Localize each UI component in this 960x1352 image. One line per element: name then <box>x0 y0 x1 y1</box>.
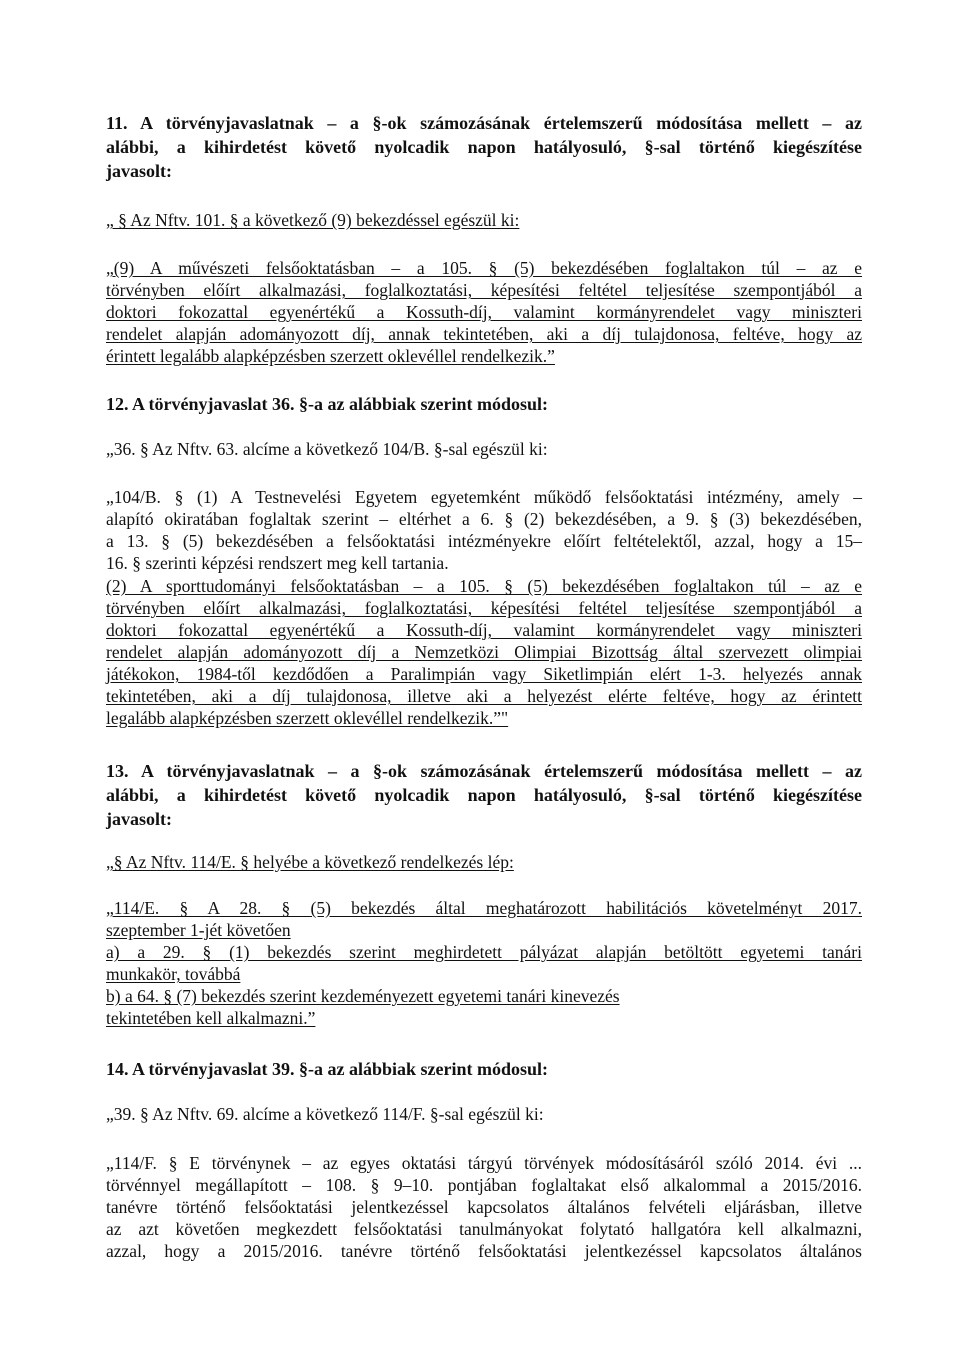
heading-line: 13. A törvényjavaslatnak – a §-ok számozásának értelemszerű módosítása mellett – az <box>106 761 862 781</box>
item-12-paragraph-2 <box>106 575 862 729</box>
intro-line: „36. § Az Nftv. 63. alcíme a következő 104/B. §-sal egészül ki: <box>106 439 548 459</box>
body-line: a 13. § (5) bekezdésében a felsőoktatási intézményekre előírt feltételektől, azzal, hogy a 15– <box>106 531 862 551</box>
body-line: érintett legalább alapképzésben szerzett oklevéllel rendelkezik.” <box>106 346 555 366</box>
intro-line: „§ Az Nftv. 114/E. § helyébe a következő rendelkezés lép: <box>106 852 514 872</box>
body-line: rendelet alapján adományozott díj a Nemzetközi Olimpiai Bizottság által szervezett olimpiai <box>106 642 862 662</box>
body-line: tanévre történő felsőoktatási jelentkezéssel kapcsolatos általános felvételi eljárásban, illetve <box>106 1197 862 1217</box>
body-line: legalább alapképzésben szerzett oklevéllel rendelkezik.”" <box>106 708 509 728</box>
body-line: az azt követően megkezdett felsőoktatási tanulmányokat folytató hallgatóra kell alkalmazni, <box>106 1219 862 1239</box>
heading-line: javasolt: <box>106 809 172 829</box>
item-13-heading <box>106 759 862 831</box>
body-line: tekintetében kell alkalmazni.” <box>106 1008 316 1028</box>
body-line: törvényben előírt alkalmazási, foglalkoztatási, képesítési feltétel teljesítése szempontjából a <box>106 280 862 300</box>
body-line: szeptember 1-jét követően <box>106 920 291 940</box>
item-12-intro <box>106 438 862 460</box>
body-line: „104/B. § (1) A Testnevelési Egyetem egyetemként működő felsőoktatási intézmény, amely – <box>106 487 862 507</box>
intro-line: „ § Az Nftv. 101. § a következő (9) bekezdéssel egészül ki: <box>106 210 520 230</box>
body-line: a) a 29. § (1) bekezdés szerint meghirdetett pályázat alapján betöltött egyetemi tanári <box>106 942 862 962</box>
body-line: doktori fokozattal egyenértékű a Kossuth-díj, valamint kormányrendelet vagy miniszteri <box>106 620 862 640</box>
body-line: törvényben előírt alkalmazási, foglalkoztatási, képesítési feltétel teljesítése szempontjából a <box>106 598 862 618</box>
heading-line: 12. A törvényjavaslat 36. §-a az alábbiak szerint módosul: <box>106 394 549 414</box>
item-12-paragraph-1 <box>106 486 862 574</box>
item-14-intro <box>106 1103 862 1125</box>
item-14-heading <box>106 1057 862 1081</box>
intro-line: „39. § Az Nftv. 69. alcíme a következő 114/F. §-sal egészül ki: <box>106 1104 544 1124</box>
body-line: törvénnyel megállapított – 108. § 9–10. pontjában foglaltakat első alkalommal a 2015/2016. <box>106 1175 862 1195</box>
body-line: 16. § szerinti képzési rendszert meg kell tartania. <box>106 553 449 573</box>
item-13-intro <box>106 851 862 873</box>
heading-line: javasolt: <box>106 161 172 181</box>
body-line: (2) A sporttudományi felsőoktatásban – a 105. § (5) bekezdésében foglaltakon túl – az e <box>106 576 862 596</box>
heading-line: alábbi, a kihirdetést követő nyolcadik napon hatályosuló, §-sal történő kiegészítése <box>106 137 862 157</box>
body-line: alapító okiratában foglaltak szerint – eltérhet a 6. § (2) bekezdésében, a 9. § (3) bekezdésében, <box>106 509 862 529</box>
body-line: rendelet alapján adományozott díj, annak tekintetében, aki a díj tulajdonosa, feltéve, hogy az <box>106 324 862 344</box>
item-12-heading <box>106 392 862 416</box>
item-14-paragraph <box>106 1152 862 1262</box>
body-line: tekintetében, aki a díj tulajdonosa, illetve aki a helyezést elérte feltéve, hogy az érintett <box>106 686 862 706</box>
heading-line: alábbi, a kihirdetést követő nyolcadik napon hatályosuló, §-sal történő kiegészítése <box>106 785 862 805</box>
body-line: „114/E. § A 28. § (5) bekezdés által meghatározott habilitációs követelményt 2017. <box>106 898 862 918</box>
body-line: doktori fokozattal egyenértékű a Kossuth-díj, valamint kormányrendelet vagy miniszteri <box>106 302 862 322</box>
item-13-body <box>106 897 862 1029</box>
item-11-body <box>106 257 862 367</box>
item-11-intro <box>106 209 862 231</box>
body-line: „114/F. § E törvénynek – az egyes oktatási tárgyú törvények módosításáról szóló 2014. évi ... <box>106 1153 862 1173</box>
body-line: b) a 64. § (7) bekezdés szerint kezdeményezett egyetemi tanári kinevezés <box>106 986 620 1006</box>
body-line: „(9) A művészeti felsőoktatásban – a 105. § (5) bekezdésében foglaltakon túl – az e <box>106 258 862 278</box>
body-line: játékokon, 1984-től kezdődően a Paralimpián vagy Siketlimpián elért 1-3. helyezés annak <box>106 664 862 684</box>
heading-line: 14. A törvényjavaslat 39. §-a az alábbiak szerint módosul: <box>106 1059 549 1079</box>
body-line: azzal, hogy a 2015/2016. tanévre történő felsőoktatási jelentkezéssel kapcsolatos általános <box>106 1241 862 1261</box>
heading-line: 11. A törvényjavaslatnak – a §-ok számozásának értelemszerű módosítása mellett – az <box>106 113 862 133</box>
body-line: munkakör, továbbá <box>106 964 241 984</box>
item-11-heading <box>106 111 862 183</box>
